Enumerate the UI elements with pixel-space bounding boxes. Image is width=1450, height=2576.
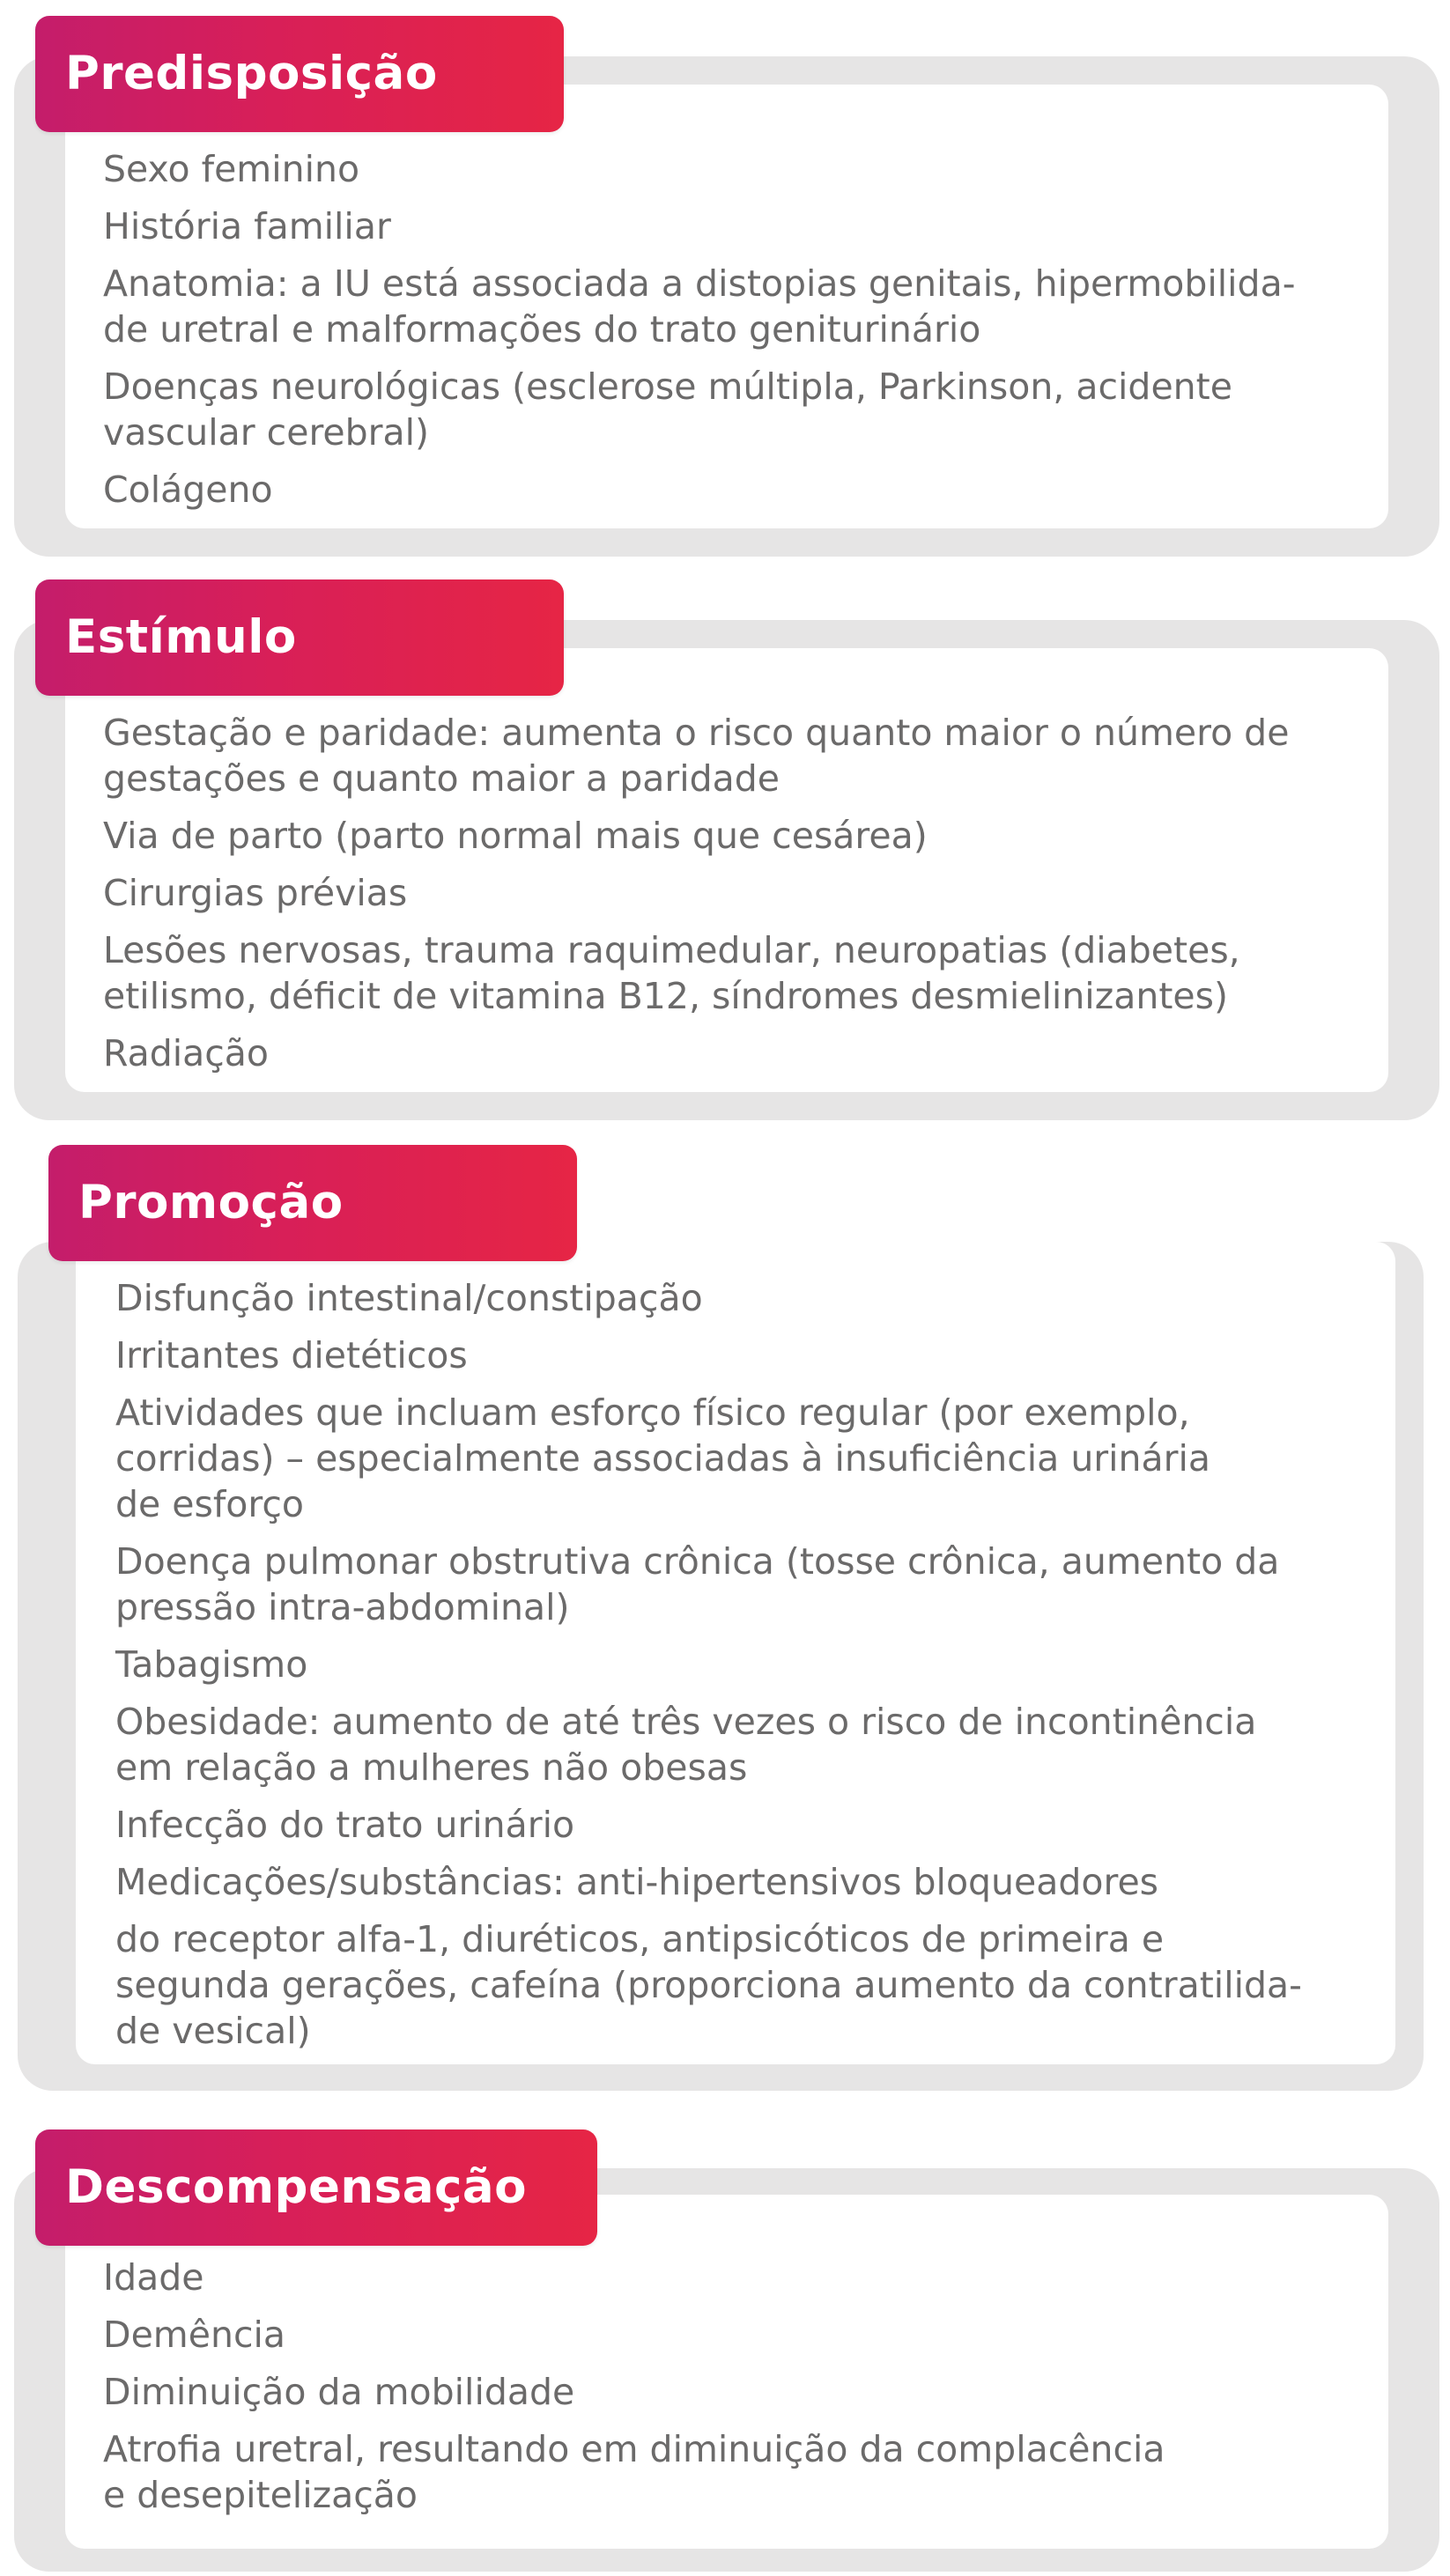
list-item: Tabagismo bbox=[115, 1643, 308, 1686]
section-title: Estímulo bbox=[65, 610, 297, 664]
section-title: Predisposição bbox=[65, 47, 438, 100]
section-header bbox=[48, 1145, 577, 1261]
list-item: Radiação bbox=[103, 1032, 270, 1074]
item-list bbox=[103, 2255, 1372, 2529]
list-item: Diminuição da mobilidade bbox=[103, 2371, 575, 2413]
section-title: Descompensação bbox=[65, 2160, 528, 2214]
item-list bbox=[103, 710, 1372, 1088]
list-item: Sexo feminino bbox=[103, 148, 360, 190]
section-title: Promoção bbox=[78, 1176, 344, 1229]
list-item: Cirurgias prévias bbox=[103, 872, 408, 914]
list-item: Disfunção intestinal/constipação bbox=[115, 1277, 703, 1319]
list-item: Atividades que incluam esforço físico regular (por exemplo, corridas) – especialmente associadas à insuficiência urinária de esforço bbox=[115, 1391, 1211, 1525]
list-item: Demência bbox=[103, 2314, 286, 2356]
list-item: Idade bbox=[103, 2256, 204, 2299]
section-header bbox=[35, 16, 564, 132]
list-item: História familiar bbox=[103, 205, 391, 247]
list-item: Via de parto (parto normal mais que cesárea) bbox=[103, 815, 928, 857]
list-item: Colágeno bbox=[103, 469, 273, 511]
list-item: Lesões nervosas, trauma raquimedular, neuropatias (diabetes, etilismo, déficit de vitamina B12, síndromes desmielinizantes) bbox=[103, 929, 1240, 1017]
item-list bbox=[103, 146, 1372, 524]
list-item: Irritantes dietéticos bbox=[115, 1334, 468, 1377]
list-item: Obesidade: aumento de até três vezes o risco de incontinência em relação a mulheres não obesas bbox=[115, 1701, 1257, 1789]
item-list bbox=[115, 1275, 1384, 2065]
list-item: Infecção do trato urinário bbox=[115, 1804, 575, 1846]
list-item: do receptor alfa-1, diuréticos, antipsicóticos de primeira e segunda gerações, cafeína (proporciona aumento da contratilida- de vesical) bbox=[115, 1918, 1302, 2052]
list-item: Gestação e paridade: aumenta o risco quanto maior o número de gestações e quanto maior a paridade bbox=[103, 712, 1290, 800]
list-item: Medicações/substâncias: anti-hipertensivos bloqueadores bbox=[115, 1861, 1159, 1903]
list-item: Doenças neurológicas (esclerose múltipla, Parkinson, acidente vascular cerebral) bbox=[103, 365, 1232, 454]
section-header bbox=[35, 2129, 597, 2246]
list-item: Atrofia uretral, resultando em diminuição da complacência e desepitelização bbox=[103, 2428, 1165, 2516]
list-item: Anatomia: a IU está associada a distopias genitais, hipermobilida- de uretral e malformações do trato geniturinário bbox=[103, 262, 1296, 351]
list-item: Doença pulmonar obstrutiva crônica (tosse crônica, aumento da pressão intra-abdominal) bbox=[115, 1540, 1280, 1628]
section-header bbox=[35, 579, 564, 696]
